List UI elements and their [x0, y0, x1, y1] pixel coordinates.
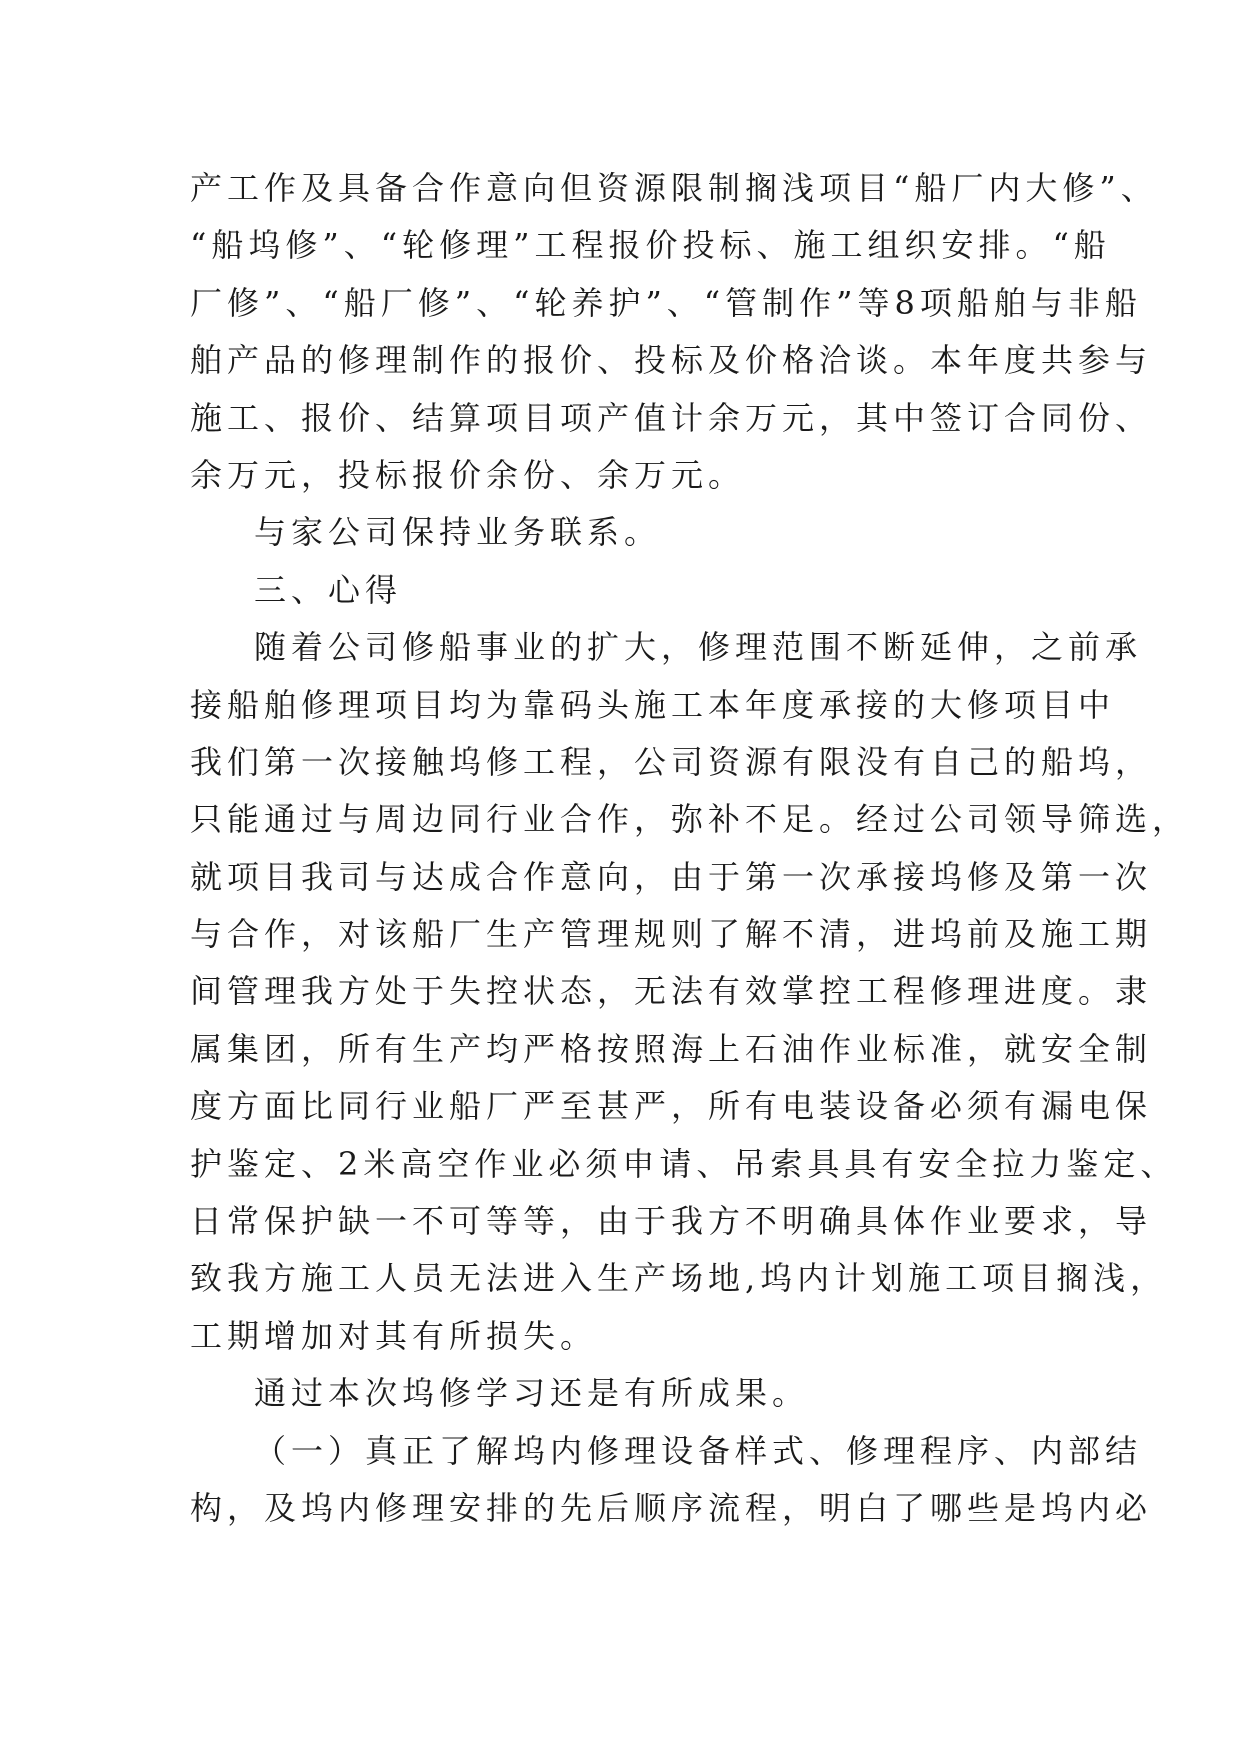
text-line: 舶产品的修理制作的报价、投标及价格洽谈。本年度共参与 [190, 341, 1153, 380]
text-line: 工期增加对其有所损失。 [190, 1316, 598, 1355]
text-line: 与家公司保持业务联系。 [254, 513, 662, 552]
text-line: 施工、报价、结算项目项产值计余万元，其中签订合同份、 [190, 398, 1153, 437]
text-line: 就项目我司与达成合作意向，由于第一次承接坞修及第一次 [190, 857, 1153, 896]
text-line: 属集团，所有生产均严格按照海上石油作业标准，就安全制 [190, 1029, 1153, 1068]
text-line: 只能通过与周边同行业合作，弥补不足。经过公司领导筛选， [190, 800, 1190, 839]
body-text [190, 160, 1190, 1537]
text-line: 构，及坞内修理安排的先后顺序流程，明白了哪些是坞内必 [190, 1488, 1153, 1527]
text-line: 产工作及具备合作意向但资源限制搁浅项目“船厂内大修”、 [190, 169, 1158, 207]
text-line: 随着公司修船事业的扩大，修理范围不断延伸，之前承 [254, 628, 1143, 667]
text-line: 我们第一次接触坞修工程，公司资源有限没有自己的船坞， [190, 742, 1153, 781]
text-line: 致我方施工人员无法进入生产场地,坞内计划施工项目搁浅， [190, 1259, 1168, 1298]
text-line: 与合作，对该船厂生产管理规则了解不清，进坞前及施工期 [190, 915, 1153, 954]
text-line: 余万元，投标报价余份、余万元。 [190, 455, 746, 494]
text-line: 间管理我方处于失控状态，无法有效掌控工程修理进度。隶 [190, 972, 1153, 1011]
text-line: “船坞修”、“轮修理”工程报价投标、施工组织安排。“船 [190, 226, 1111, 265]
text-line: 通过本次坞修学习还是有所成果。 [254, 1374, 810, 1413]
text-line: 厂修”、“船厂修”、“轮养护”、“管制作”等8项船舶与非船 [190, 283, 1142, 322]
text-line: 三、心得 [254, 570, 403, 609]
text-line: 护鉴定、2米高空作业必须申请、吊索具具有安全拉力鉴定、 [190, 1144, 1178, 1183]
text-line: （一）真正了解坞内修理设备样式、修理程序、内部结 [254, 1431, 1143, 1470]
text-line: 日常保护缺一不可等等，由于我方不明确具体作业要求，导 [190, 1202, 1153, 1241]
text-line: 度方面比同行业船厂严至甚严，所有电装设备必须有漏电保 [190, 1087, 1153, 1126]
text-line: 接船舶修理项目均为靠码头施工本年度承接的大修项目中 [190, 685, 1116, 724]
